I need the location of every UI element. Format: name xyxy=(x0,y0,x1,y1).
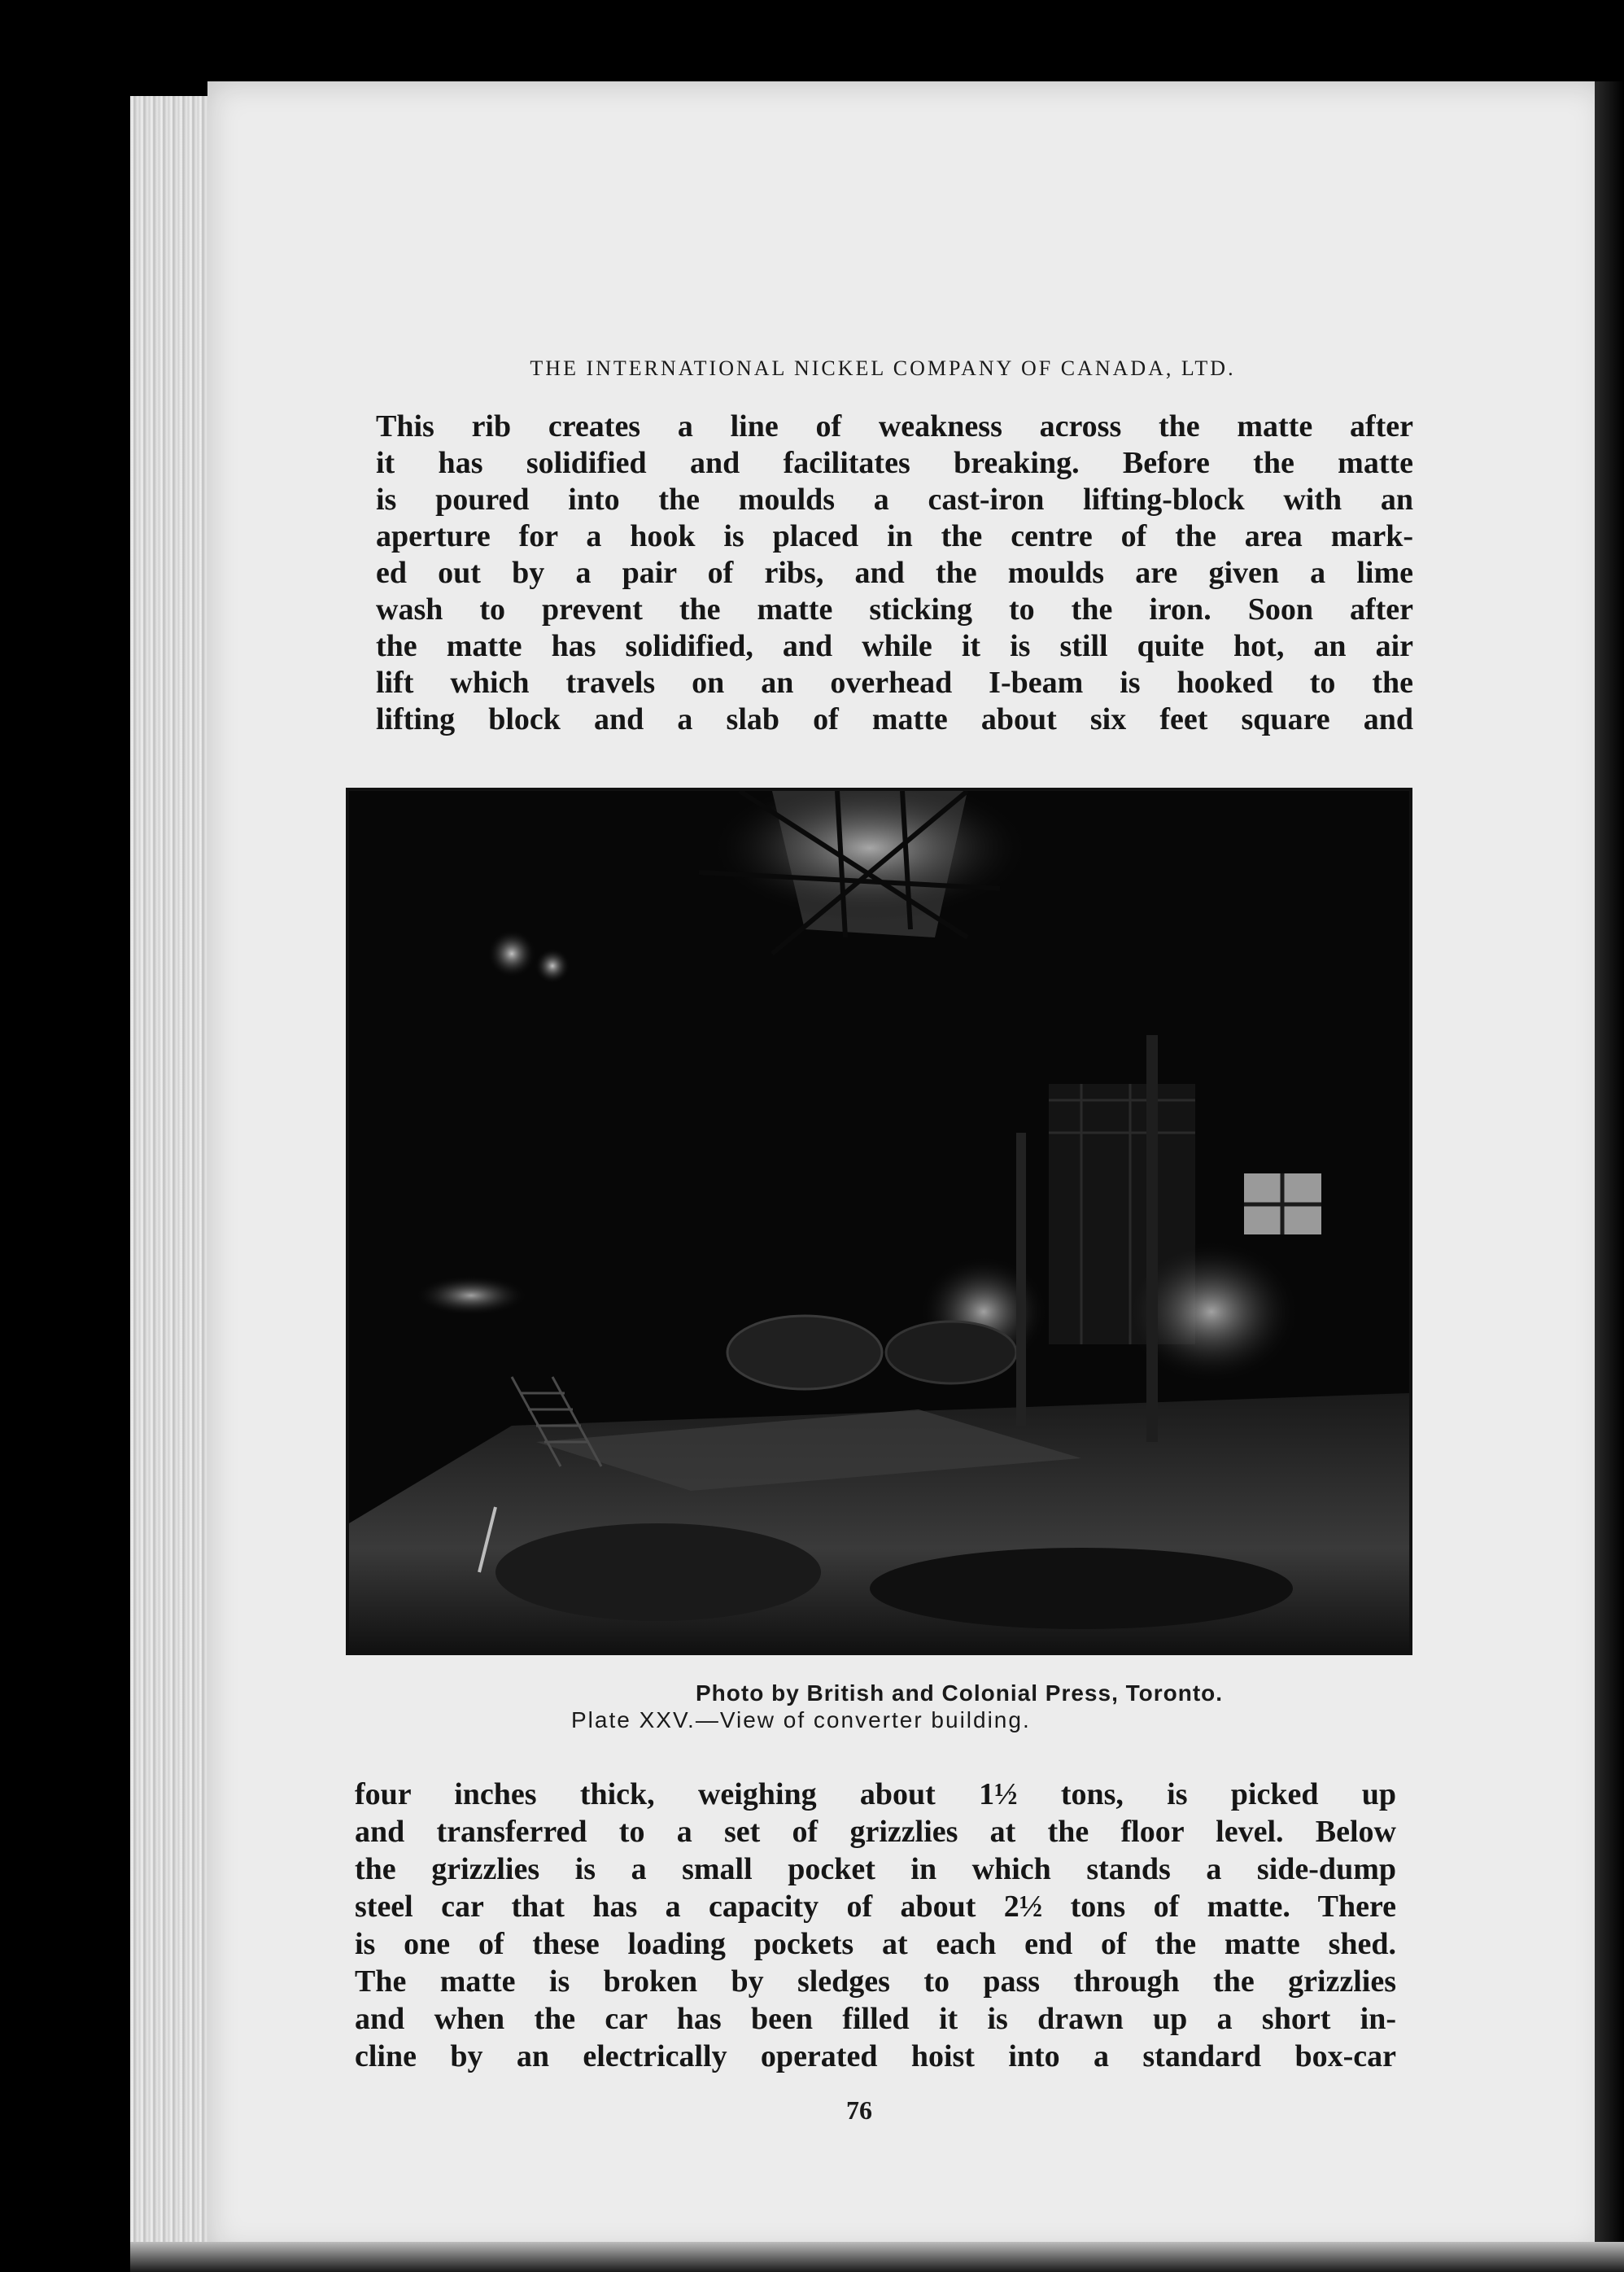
text-line: This rib creates a line of weakness across the matte after xyxy=(376,409,1413,443)
text-line: lift which travels on an overhead I-beam is hooked to the xyxy=(376,666,1413,700)
book-page-edges xyxy=(130,96,220,2261)
paragraph-bottom xyxy=(355,1776,1396,2075)
text-line: four inches thick, weighing about 1½ tons, is picked up xyxy=(355,1777,1396,1811)
text-line: and transferred to a set of grizzlies at the floor level. Below xyxy=(355,1815,1396,1849)
text-line: the matte has solidified, and while it is still quite hot, an air xyxy=(376,629,1413,663)
text-line: aperture for a hook is placed in the centre of the area mark- xyxy=(376,519,1413,553)
binding-shadow xyxy=(1595,81,1624,2272)
text-line: ed out by a pair of ribs, and the moulds are given a lime xyxy=(376,556,1413,590)
plate-caption: Plate XXV.—View of converter building. xyxy=(571,1707,1031,1732)
text-line: and when the car has been filled it is drawn up a short in- xyxy=(355,2002,1396,2036)
text-line: cline by an electrically operated hoist into a standard box-car xyxy=(355,2039,1396,2073)
text-line: The matte is broken by sledges to pass through the grizzlies xyxy=(355,1964,1396,1999)
text-line: it has solidified and facilitates breaking. Before the matte xyxy=(376,446,1413,480)
text-line: lifting block and a slab of matte about six feet square and xyxy=(376,702,1413,736)
plate-photograph xyxy=(346,788,1412,1655)
text-line: is poured into the moulds a cast-iron lifting-block with an xyxy=(376,483,1413,517)
bottom-edge xyxy=(130,2242,1624,2272)
text-line: wash to prevent the matte sticking to the iron. Soon after xyxy=(376,592,1413,627)
page-number: 76 xyxy=(846,2095,872,2125)
converter-building-photo xyxy=(349,791,1409,1652)
text-line: steel car that has a capacity of about 2½ tons of matte. There xyxy=(355,1890,1396,1924)
text-line: is one of these loading pockets at each end of the matte shed. xyxy=(355,1927,1396,1961)
running-head: THE INTERNATIONAL NICKEL COMPANY OF CANADA, LTD. xyxy=(530,356,1236,380)
photo-credit: Photo by British and Colonial Press, Toronto. xyxy=(696,1680,1224,1706)
paragraph-top xyxy=(376,409,1413,738)
text-line: the grizzlies is a small pocket in which stands a side-dump xyxy=(355,1852,1396,1886)
